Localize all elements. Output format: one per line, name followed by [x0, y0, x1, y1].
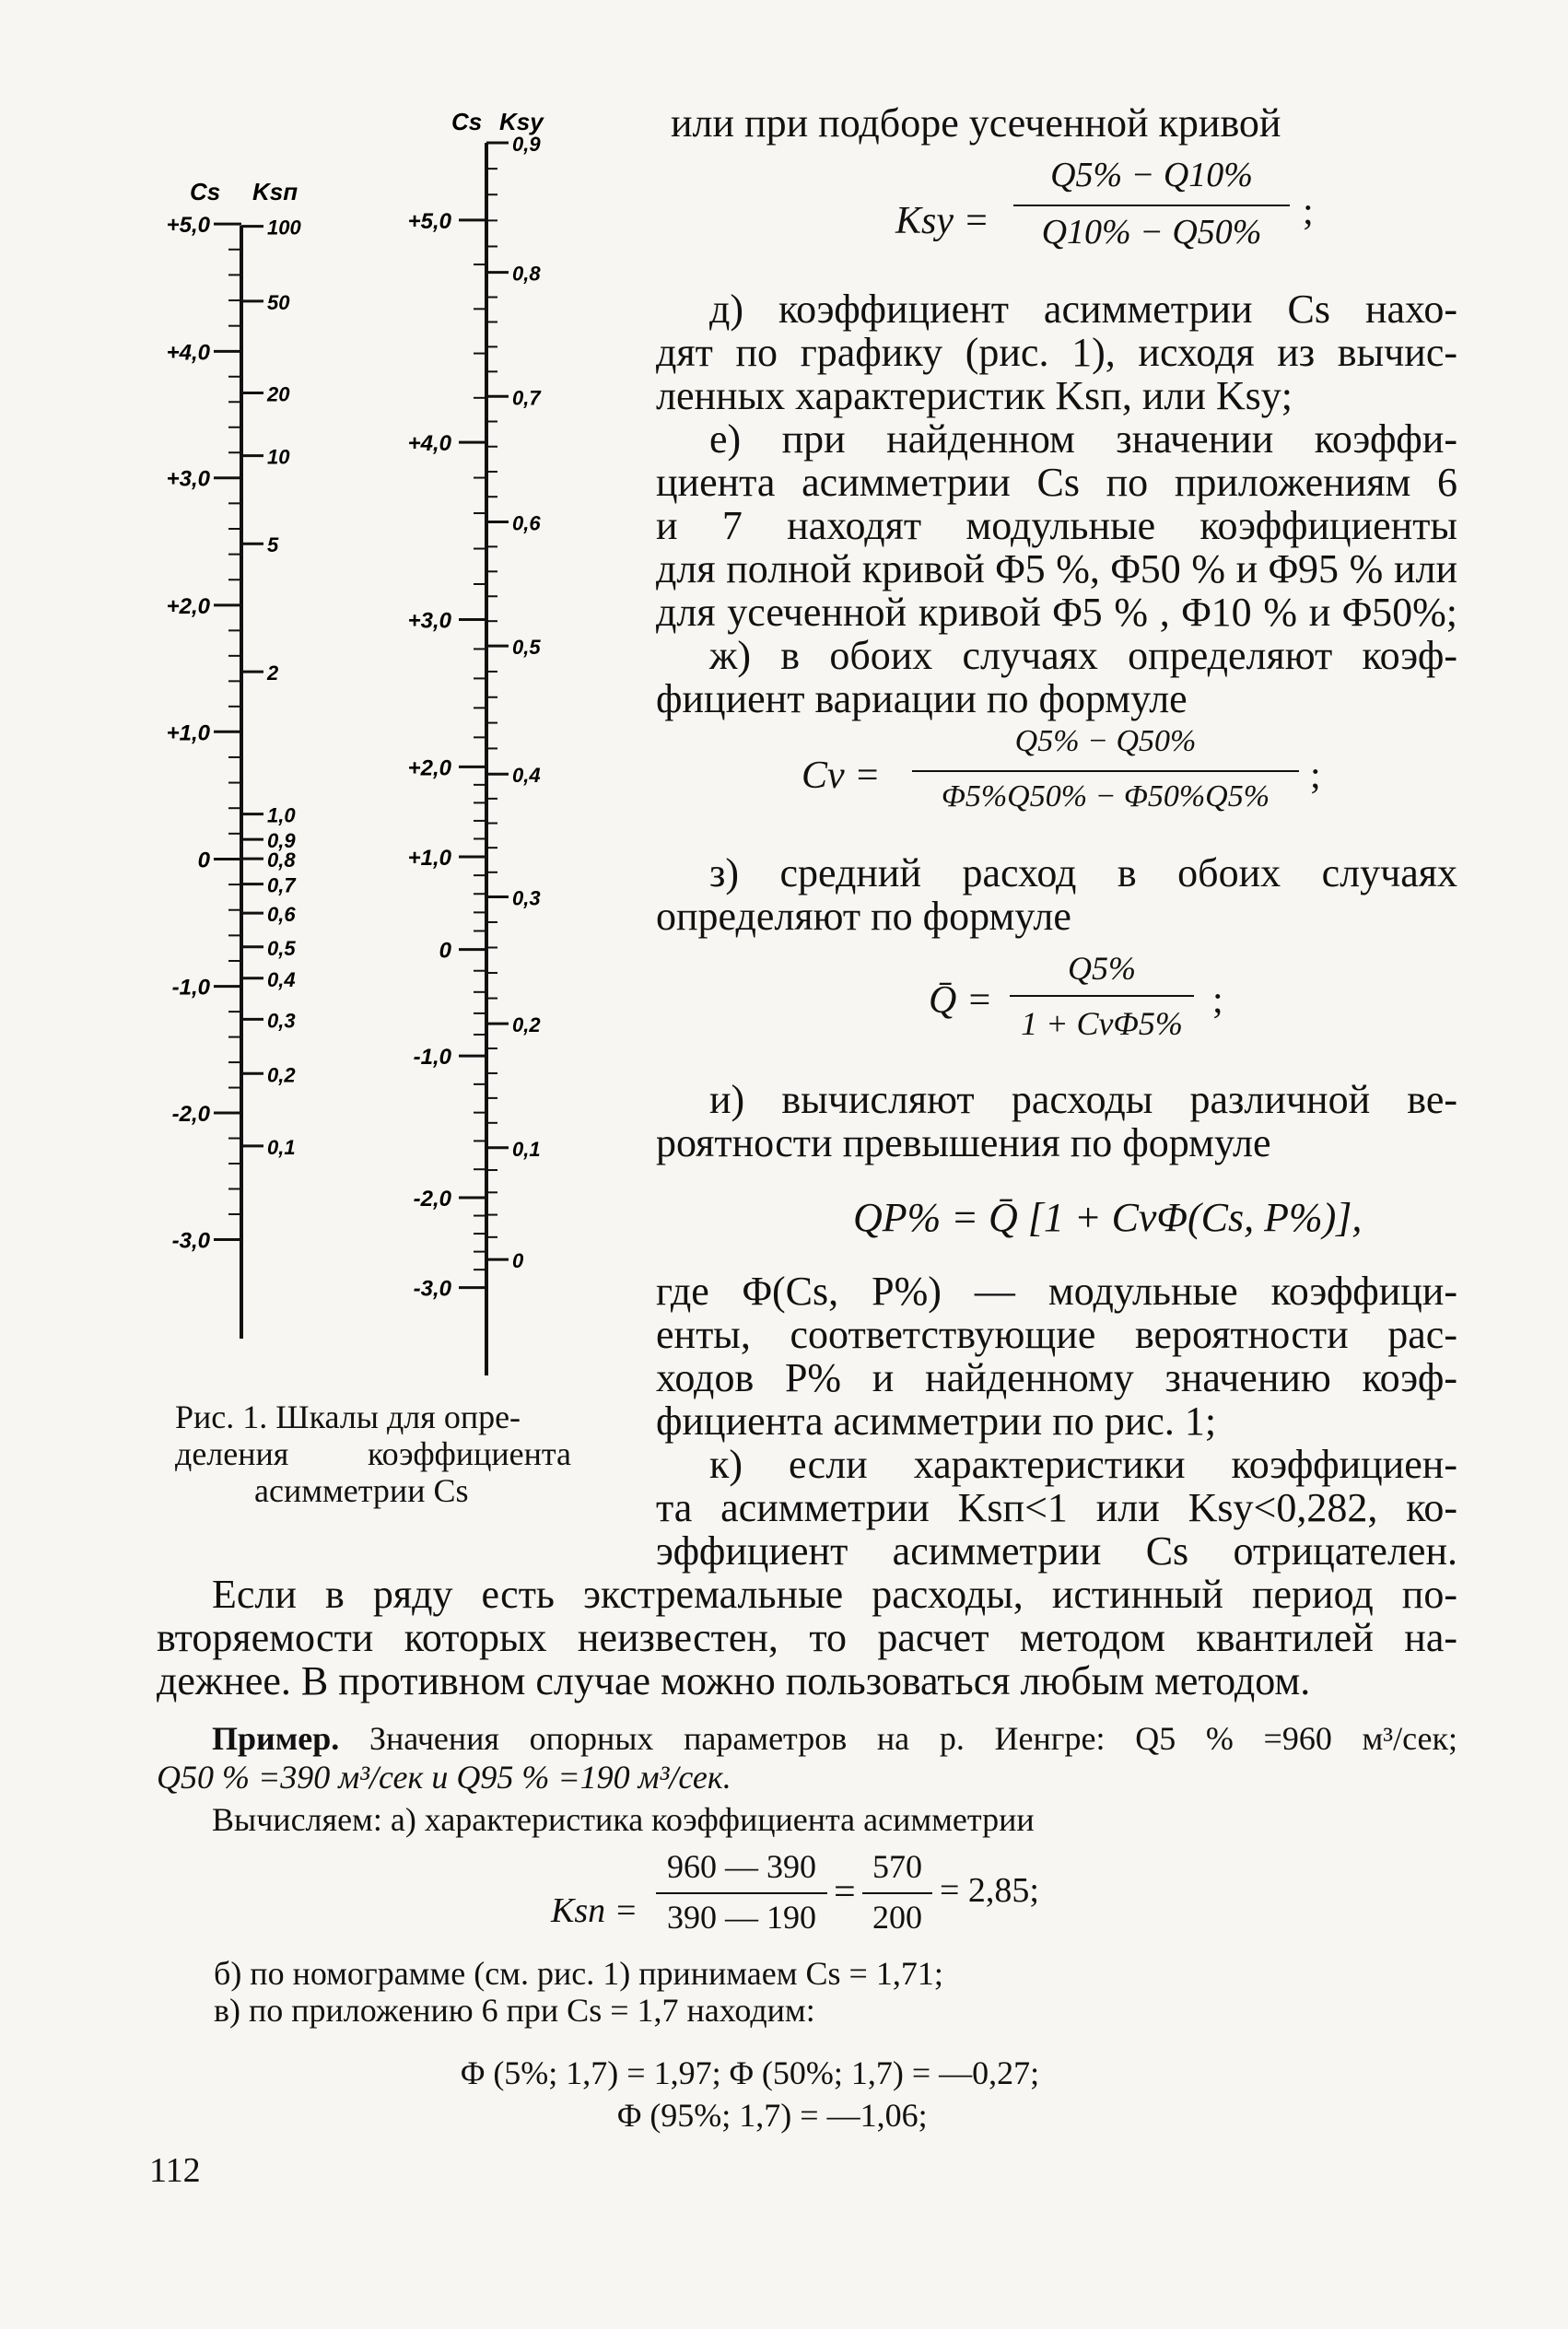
formula-k-eq: = — [834, 1871, 856, 1914]
left-cs-label-0: +5,0 — [166, 213, 210, 239]
right-cs-label-8: -3,0 — [413, 1276, 451, 1302]
left-cs-label-1: +4,0 — [166, 340, 210, 366]
left-k-label-0: 100 — [267, 216, 301, 240]
formula-k-den2: 200 — [872, 1899, 922, 1936]
right-k-label-7: 0,2 — [512, 1013, 541, 1037]
item-e-line-3: и 7 находят модульные коэффициенты — [656, 503, 1457, 548]
left-k-label-7: 0,9 — [267, 829, 296, 853]
example-line-1-text: Значения опорных параметров на р. Иенгре: Q5 % =960 м³/сек; — [339, 1720, 1457, 1757]
right-cs-label-1: +4,0 — [407, 431, 451, 457]
right-cs-label-3: +2,0 — [407, 755, 451, 781]
right-k-label-4: 0,5 — [512, 636, 541, 660]
right-cs-label-7: -2,0 — [413, 1187, 451, 1211]
item-i-line-1: и) вычисляют расходы различной ве- — [709, 1077, 1457, 1122]
left-k-label-2: 20 — [267, 382, 290, 406]
right-k-label-2: 0,7 — [512, 386, 541, 410]
example-line-1 — [212, 1720, 1457, 1757]
item-d-line-1: д) коэффициент асимметрии Cs нахо- — [709, 287, 1457, 332]
formula-ksy-den: Q10% − Q50% — [1041, 213, 1262, 252]
formula-k-rhs: = 2,85; — [940, 1871, 1039, 1910]
left-k-label-1: 50 — [267, 290, 290, 314]
item-e-line-4: для полной кривой Φ5 %, Φ50 % и Φ95 % или — [656, 546, 1457, 591]
item-e-line-1: е) при найденном значении коэффи- — [709, 416, 1457, 462]
paragraph-line-2: вторяемости которых неизвестен, то расчет методом квантилей на- — [157, 1615, 1457, 1660]
example-line-3: Вычисляем: а) характеристика коэффициента асимметрии — [212, 1801, 1035, 1838]
right-k-label-0: 0,9 — [512, 133, 541, 156]
formula-k-num2: 570 — [872, 1848, 922, 1885]
where-line-2: енты, соответствующие вероятности рас- — [656, 1312, 1457, 1357]
left-k-label-8: 0,8 — [267, 849, 296, 872]
left-k-label-13: 0,3 — [267, 1009, 296, 1033]
left-cs-label-8: -3,0 — [171, 1228, 210, 1254]
right-cs-label-2: +3,0 — [407, 608, 451, 634]
item-k-line-2: та асимметрии Ksп<1 или Ksy<0,282, ко- — [656, 1485, 1457, 1530]
page-number: 112 — [149, 2151, 201, 2190]
item-i-line-2: роятности превышения по формуле — [656, 1120, 1271, 1165]
where-line-1: где Φ(Cs, P%) — модульные коэффици- — [656, 1269, 1457, 1314]
item-e-line-5: для усеченной кривой Φ5 % , Φ10 % и Φ50%; — [656, 590, 1457, 635]
left-k-label-9: 0,7 — [267, 873, 296, 897]
figure-caption-line-3: асимметрии Cs — [254, 1472, 469, 1509]
left-k-label-11: 0,5 — [267, 936, 296, 960]
example-line-b: б) по номограмме (см. рис. 1) принимаем Cs = 1,71; — [214, 1955, 943, 1992]
item-zh-line-1: ж) в обоих случаях определяют коэф- — [709, 633, 1457, 678]
formula-k-den1: 390 — 190 — [667, 1899, 816, 1936]
right-k-label-9: 0 — [512, 1249, 524, 1273]
formula-cv-end: ; — [1310, 755, 1321, 797]
left-k-label-4: 5 — [267, 533, 279, 557]
item-k-line-3: эффициент асимметрии Cs отрицателен. — [656, 1528, 1457, 1574]
right-k-header: Ksy — [499, 108, 544, 135]
item-z-line-2: определяют по формуле — [656, 894, 1071, 939]
figure-caption-line-2: деления коэффициента — [175, 1435, 571, 1472]
intro-text: или при подборе усеченной кривой — [671, 100, 1281, 146]
phi-line-1: Φ (5%; 1,7) = 1,97; Φ (50%; 1,7) = —0,27; — [461, 2054, 1040, 2091]
right-k-label-5: 0,4 — [512, 764, 541, 788]
left-k-label-15: 0,1 — [267, 1135, 296, 1159]
where-line-3: ходов P% и найденному значению коэф- — [656, 1355, 1457, 1400]
left-cs-label-3: +2,0 — [166, 593, 210, 619]
right-k-label-8: 0,1 — [512, 1137, 541, 1161]
formula-cv-num: Q5% − Q50% — [1014, 724, 1197, 758]
paragraph-line-3: дежнее. В противном случае можно пользоваться любым методом. — [157, 1658, 1311, 1703]
formula-cv-den: Φ5%Q50% − Φ50%Q5% — [941, 779, 1270, 813]
formula-cv-lhs: Cv = — [802, 755, 881, 797]
left-k-label-3: 10 — [267, 445, 290, 469]
formula-q-end: ; — [1212, 979, 1223, 1022]
left-k-header: Ksп — [252, 178, 298, 205]
right-cs-header: Cs — [451, 108, 483, 135]
formula-k-lhs: Ksп = — [551, 1891, 638, 1930]
left-k-label-10: 0,6 — [267, 903, 296, 927]
left-k-label-5: 2 — [267, 661, 279, 685]
item-e-line-2: циента асимметрии Cs по приложениям 6 — [656, 460, 1457, 505]
item-z-line-1: з) средний расход в обоих случаях — [709, 850, 1457, 895]
item-d-line-3: ленных характеристик Ksп, или Ksy; — [656, 373, 1293, 418]
left-cs-label-6: -1,0 — [171, 975, 210, 1001]
left-cs-label-2: +3,0 — [166, 466, 210, 492]
item-d-line-2: дят по графику (рис. 1), исходя из вычис- — [656, 330, 1457, 375]
formula-q-lhs: Q̄ = — [929, 979, 993, 1022]
example-line-2: Q50 % =390 м³/сек и Q95 % =190 м³/сек. — [157, 1759, 731, 1796]
right-cs-label-5: 0 — [439, 938, 451, 964]
left-cs-header: Cs — [190, 178, 221, 205]
figure-caption-line-1: Рис. 1. Шкалы для опре- — [175, 1399, 521, 1435]
left-cs-label-5: 0 — [197, 848, 210, 873]
formula-qp: QP% = Q̄ [1 + CvΦ(Cs, P%)], — [853, 1195, 1363, 1240]
right-k-label-6: 0,3 — [512, 886, 541, 910]
right-cs-label-6: -1,0 — [413, 1045, 451, 1071]
paragraph-line-1: Если в ряду есть экстремальные расходы, истинный период по- — [212, 1572, 1457, 1617]
left-k-label-14: 0,2 — [267, 1063, 296, 1087]
right-k-label-1: 0,8 — [512, 262, 541, 286]
example-label: Пример. — [212, 1720, 340, 1757]
left-cs-label-4: +1,0 — [166, 720, 210, 746]
formula-q-num: Q5% — [1068, 950, 1136, 987]
left-cs-label-7: -2,0 — [171, 1102, 210, 1128]
item-k-line-1: к) если характеристики коэффициен- — [709, 1442, 1457, 1487]
right-cs-label-4: +1,0 — [407, 846, 451, 871]
phi-line-2: Φ (95%; 1,7) = —1,06; — [617, 2097, 928, 2134]
formula-ksy-end: ; — [1303, 191, 1314, 233]
item-zh-line-2: фициент вариации по формуле — [656, 676, 1188, 721]
formula-ksy-num: Q5% − Q10% — [1050, 156, 1253, 194]
left-k-label-12: 0,4 — [267, 967, 296, 991]
where-line-4: фициента асимметрии по рис. 1; — [656, 1399, 1217, 1444]
formula-q-den: 1 + CvΦ5% — [1021, 1005, 1183, 1042]
formula-k-num1: 960 — 390 — [667, 1848, 816, 1885]
left-k-label-6: 1,0 — [267, 803, 296, 827]
right-cs-label-0: +5,0 — [407, 208, 451, 234]
example-line-v: в) по приложению 6 при Cs = 1,7 находим: — [214, 1992, 815, 2029]
right-k-label-3: 0,6 — [512, 511, 541, 535]
formula-ksy-lhs: Ksy = — [895, 200, 989, 242]
